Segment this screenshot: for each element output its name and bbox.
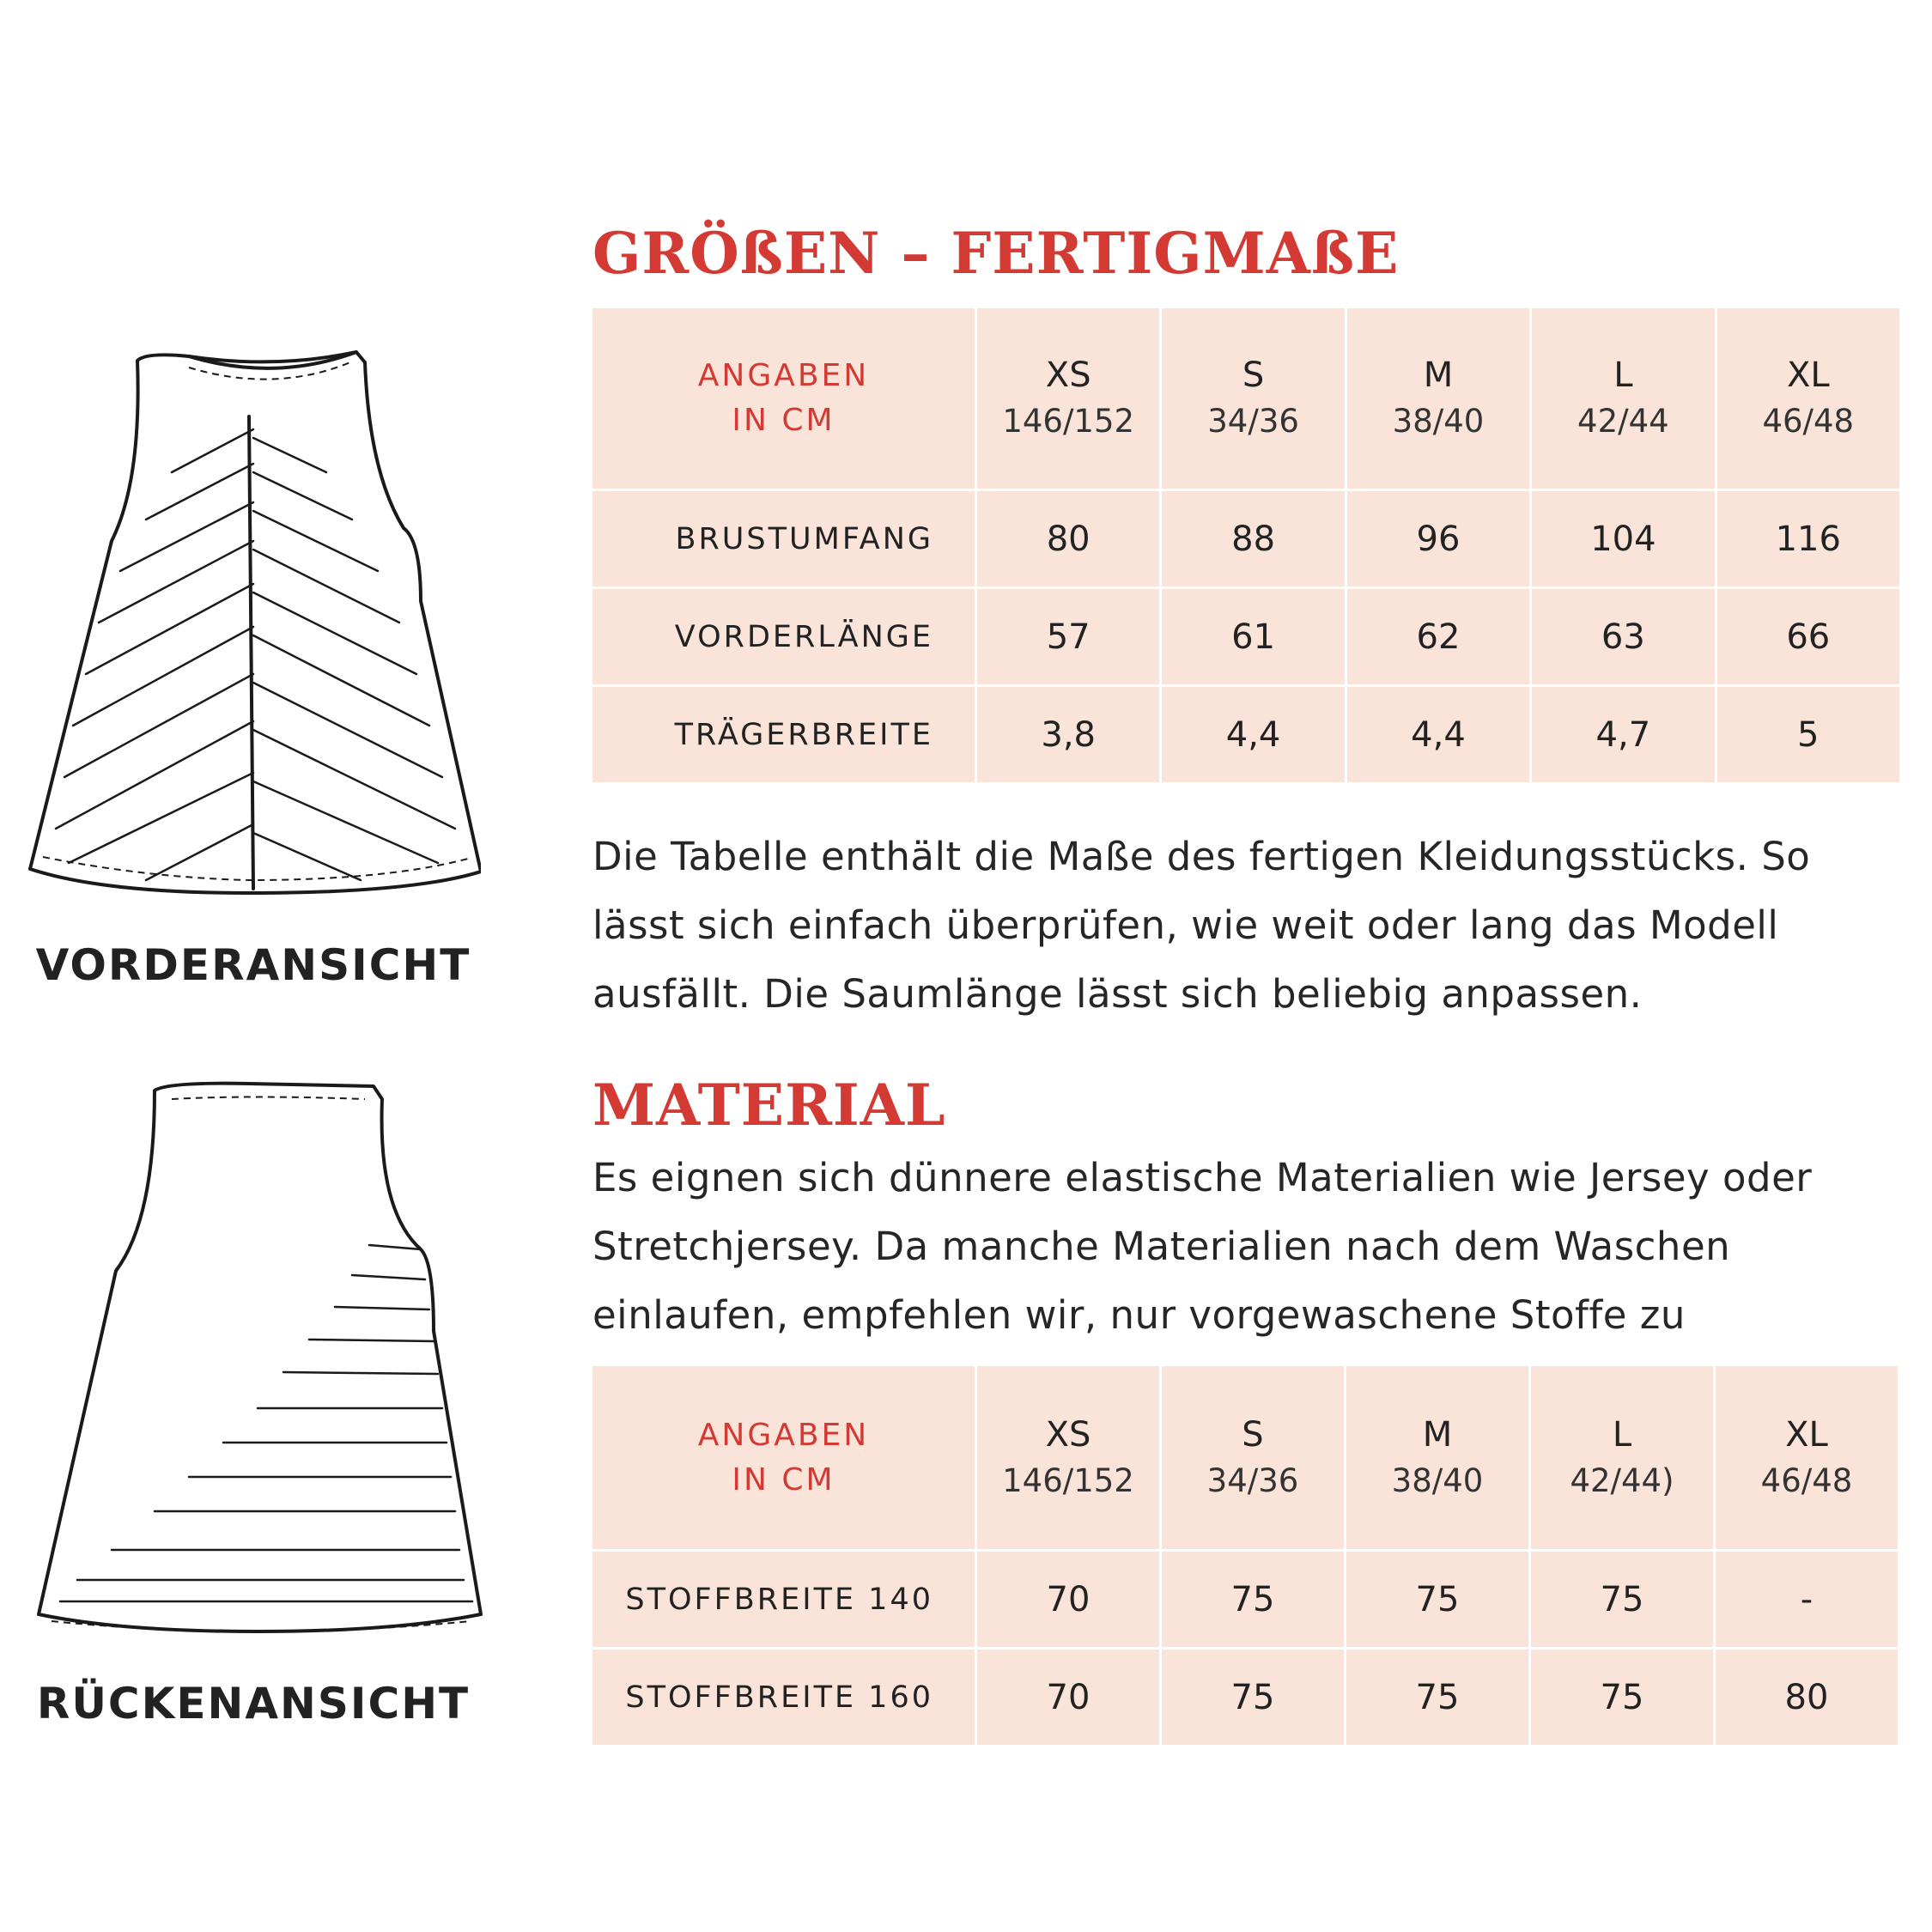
size-code: XL	[1785, 1414, 1828, 1455]
size-header-cell	[1716, 307, 1900, 490]
table-cell: 75	[1161, 1649, 1346, 1747]
table-cell: 4,4	[1346, 686, 1530, 784]
table-cell: 4,7	[1531, 686, 1716, 784]
unit-line-2: IN CM	[732, 403, 835, 438]
size-header-cell	[1346, 1365, 1530, 1551]
size-header-cell	[1161, 1365, 1346, 1551]
table-cell: 75	[1161, 1551, 1346, 1649]
material-description: Es eignen sich dünnere elastische Materialien wie Jersey oder Stretchjersey. Da manche Materialien nach dem Waschen einlaufen, empfehlen wir, nur vorgewaschene Stoffe zu	[592, 1155, 1813, 1338]
table-row	[592, 1649, 1899, 1747]
front-view-sketch	[17, 343, 481, 927]
size-number: 34/36	[1206, 1461, 1299, 1499]
size-number: 46/48	[1760, 1461, 1853, 1499]
size-header-cell	[976, 1365, 1161, 1551]
size-number: 42/44	[1577, 403, 1669, 440]
size-header-cell	[976, 307, 1161, 490]
size-number: 46/48	[1762, 403, 1855, 440]
table-cell: 62	[1346, 588, 1530, 686]
size-number: 38/40	[1391, 1461, 1484, 1499]
size-code: XL	[1786, 355, 1830, 395]
unit-line-1: ANGABEN	[697, 1417, 870, 1453]
size-number: 38/40	[1392, 403, 1485, 440]
sizes-table	[590, 306, 1902, 785]
unit-cell	[592, 1365, 976, 1551]
table-row	[592, 490, 1901, 588]
material-header-row	[592, 1365, 1899, 1551]
size-header-cell	[1715, 1365, 1899, 1551]
table-cell: 63	[1531, 588, 1716, 686]
table-cell: 88	[1161, 490, 1346, 588]
table-cell: 70	[976, 1649, 1161, 1747]
size-header-cell	[1530, 1365, 1715, 1551]
back-view-sketch	[26, 1073, 489, 1657]
table-cell: 80	[976, 490, 1161, 588]
table-cell: 80	[1715, 1649, 1899, 1747]
size-number: 34/36	[1207, 403, 1299, 440]
size-code: L	[1613, 355, 1633, 395]
size-code: S	[1242, 355, 1265, 395]
table-cell: -	[1715, 1551, 1899, 1649]
table-cell: 75	[1530, 1551, 1715, 1649]
table-row	[592, 1551, 1899, 1649]
size-number: 42/44)	[1570, 1461, 1674, 1499]
row-label: VORDERLÄNGE	[592, 588, 976, 686]
table-cell: 104	[1531, 490, 1716, 588]
size-header-cell	[1531, 307, 1716, 490]
unit-line-1: ANGABEN	[697, 358, 870, 393]
row-label: BRUSTUMFANG	[592, 490, 976, 588]
table-cell: 116	[1716, 490, 1900, 588]
unit-cell	[592, 307, 976, 490]
table-cell: 3,8	[976, 686, 1161, 784]
table-row	[592, 588, 1901, 686]
sizes-description: Die Tabelle enthält die Maße des fertigen Kleidungsstücks. So lässt sich einfach überprüfen, wie weit oder lang das Modell ausfällt. Die Saumlänge lässt sich beliebig anpassen.	[592, 834, 1811, 1017]
size-number: 146/152	[1002, 403, 1135, 440]
table-cell: 75	[1346, 1649, 1530, 1747]
table-cell: 75	[1530, 1649, 1715, 1747]
material-heading: MATERIAL	[592, 1072, 946, 1139]
size-code: L	[1612, 1414, 1632, 1455]
sizes-heading: GRÖßEN – FERTIGMAßE	[592, 220, 1400, 287]
table-cell: 5	[1716, 686, 1900, 784]
size-number: 146/152	[1002, 1461, 1134, 1499]
table-cell: 66	[1716, 588, 1900, 686]
size-header-cell	[1346, 307, 1530, 490]
size-header-cell	[1161, 307, 1346, 490]
table-row	[592, 686, 1901, 784]
table-cell: 70	[976, 1551, 1161, 1649]
size-code: S	[1242, 1414, 1264, 1455]
unit-line-2: IN CM	[732, 1461, 835, 1498]
material-table	[590, 1364, 1900, 1747]
back-view-label: RÜCKENANSICHT	[36, 1679, 471, 1728]
table-cell: 75	[1346, 1551, 1530, 1649]
size-code: XS	[1045, 355, 1091, 395]
size-code: XS	[1045, 1414, 1091, 1455]
front-view-label: VORDERANSICHT	[35, 940, 471, 990]
table-cell: 57	[976, 588, 1161, 686]
size-code: M	[1422, 1414, 1453, 1455]
size-code: M	[1423, 355, 1454, 395]
sizes-header-row	[592, 307, 1901, 490]
row-label: STOFFBREITE 140	[592, 1551, 976, 1649]
table-cell: 4,4	[1161, 686, 1346, 784]
table-cell: 61	[1161, 588, 1346, 686]
row-label: TRÄGERBREITE	[592, 686, 976, 784]
row-label: STOFFBREITE 160	[592, 1649, 976, 1747]
table-cell: 96	[1346, 490, 1530, 588]
